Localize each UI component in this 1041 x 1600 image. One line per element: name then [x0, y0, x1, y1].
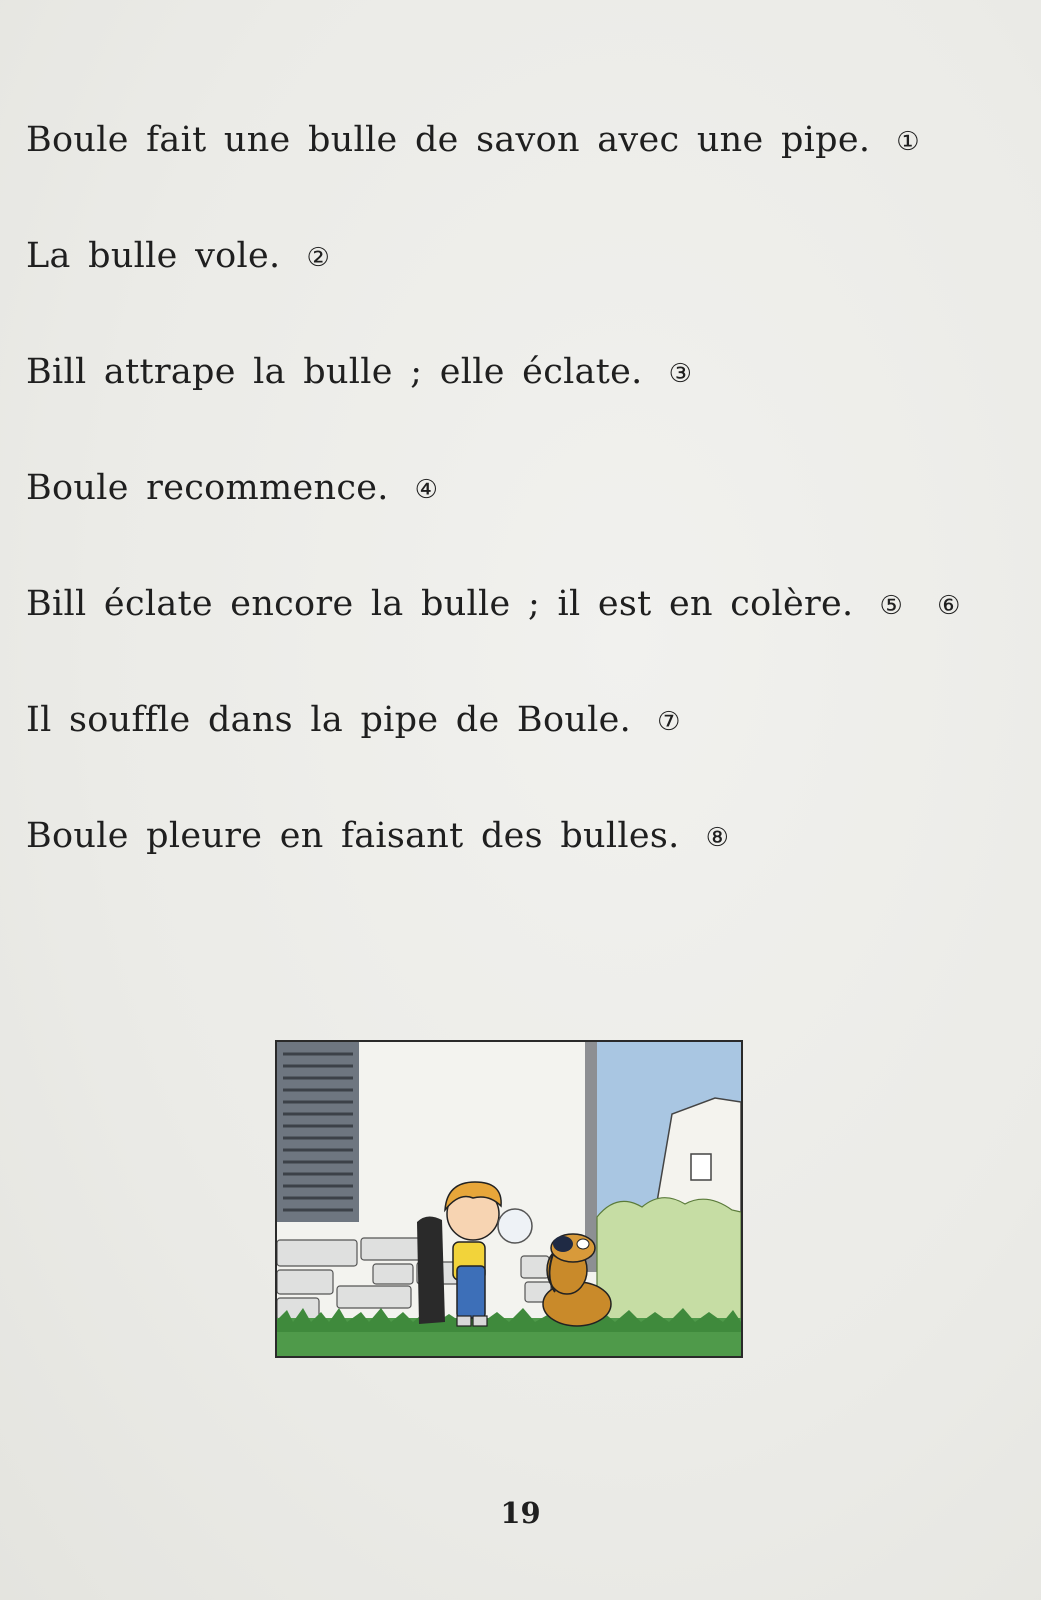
sentence-text: La bulle vole.: [26, 236, 281, 276]
window-shutter: [277, 1042, 359, 1222]
comic-illustration: [275, 1040, 743, 1358]
sentence-text: Bill attrape la bulle ; elle éclate.: [26, 352, 643, 392]
sentence-text: Bill éclate encore la bulle ; il est en colère.: [26, 584, 854, 624]
sentence-line: [26, 228, 986, 344]
sentence-marker: ⑦: [657, 707, 681, 737]
sentence-marker: ③: [668, 359, 693, 389]
sentence-line: [26, 344, 986, 460]
sentence-marker: ④: [414, 475, 439, 505]
comic-scene: [277, 1042, 741, 1356]
sentence-text: Boule pleure en faisant des bulles.: [26, 816, 680, 856]
sentence-line: [26, 576, 986, 692]
sentence-line: [26, 692, 986, 808]
sentence-marker: ②: [306, 243, 331, 273]
sentence-text: Boule fait une bulle de savon avec une pipe.: [26, 120, 871, 160]
sentence-marker: ⑧: [705, 823, 730, 853]
sentence-marker: ⑥: [937, 591, 961, 621]
sentence-text: Boule recommence.: [26, 468, 389, 508]
sentence-line: [26, 112, 986, 228]
boy-shadow: [417, 1216, 445, 1324]
bubble: [498, 1209, 532, 1243]
sentence-line: [26, 808, 986, 924]
sentence-list: [26, 112, 986, 924]
sentence-text: Il souffle dans la pipe de Boule.: [26, 700, 632, 740]
sentence-marker: ①: [896, 127, 920, 157]
sentence-line: [26, 460, 986, 576]
house-window: [691, 1154, 711, 1180]
page-number: 19: [500, 1496, 541, 1530]
hedge: [597, 1198, 741, 1324]
sentence-marker: ⑤: [879, 591, 904, 621]
